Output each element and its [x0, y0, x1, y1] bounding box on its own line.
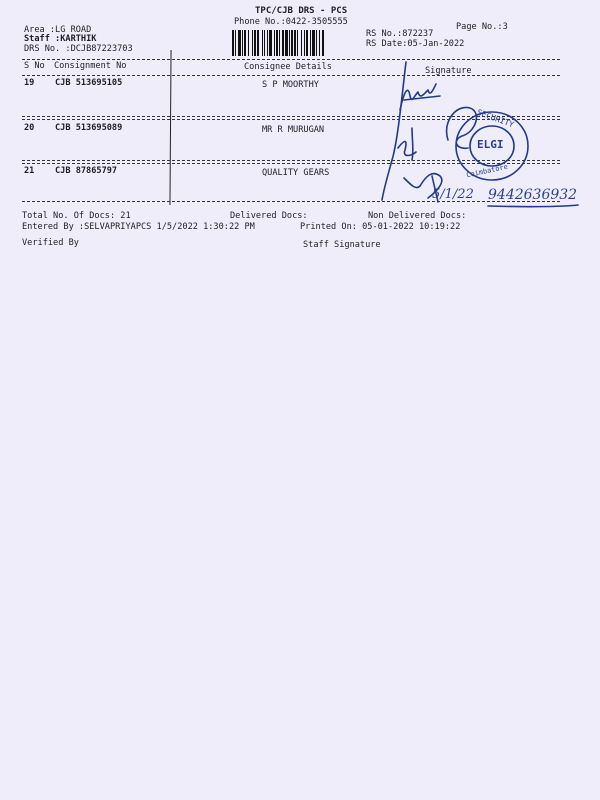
- staff-signature-label: Staff Signature: [303, 240, 381, 250]
- row-20-sno: 20: [24, 123, 35, 133]
- document-title: TPC/CJB DRS - PCS: [255, 6, 348, 16]
- row-20-consignment: CJB 513695089: [55, 123, 123, 133]
- row-19-consignee: S P MOORTHY: [262, 80, 319, 90]
- entered-by: Entered By :SELVAPRIYAPCS 1/5/2022 1:30:22 PM: [22, 222, 255, 232]
- non-delivered-docs: Non Delivered Docs:: [368, 211, 467, 221]
- phone-number: Phone No.:0422-3505555: [234, 17, 348, 27]
- row-19-consignment: CJB 513695105: [55, 78, 123, 88]
- col-header-consignee: Consignee Details: [244, 62, 332, 72]
- col-header-signature: Signature: [425, 66, 472, 76]
- delivered-docs: Delivered Docs:: [230, 211, 308, 221]
- verified-by: Verified By: [22, 238, 79, 248]
- printed-on: Printed On: 05-01-2022 10:19:22: [300, 222, 461, 232]
- col-header-sno: S No: [24, 61, 45, 71]
- area-label: Area :LG ROAD: [24, 25, 92, 35]
- handwritten-date: 5/1/22: [432, 187, 474, 202]
- row-21-consignment: CJB 87865797: [55, 166, 118, 176]
- total-docs: Total No. Of Docs: 21: [22, 211, 131, 221]
- page-number: Page No.:3: [456, 22, 508, 32]
- stamp-center-text: ELGI: [477, 138, 504, 151]
- rs-date: RS Date:05-Jan-2022: [366, 39, 465, 49]
- drs-number: DRS No. :DCJB87223703: [24, 44, 133, 54]
- row-20-consignee: MR R MURUGAN: [262, 125, 325, 135]
- col-header-consignment: Consignment No: [54, 61, 127, 71]
- stamp-bottom-text: Coimbatore: [465, 162, 509, 180]
- rs-number: RS No.:872237: [366, 29, 434, 39]
- row-19-sno: 19: [24, 78, 35, 88]
- row-21-consignee: QUALITY GEARS: [262, 168, 330, 178]
- row-21-sno: 21: [24, 166, 35, 176]
- staff-label: Staff :KARTHIK: [24, 34, 97, 44]
- handwritten-phone: 9442636932: [488, 187, 578, 203]
- stamp-top-text: SECURITY: [475, 107, 516, 130]
